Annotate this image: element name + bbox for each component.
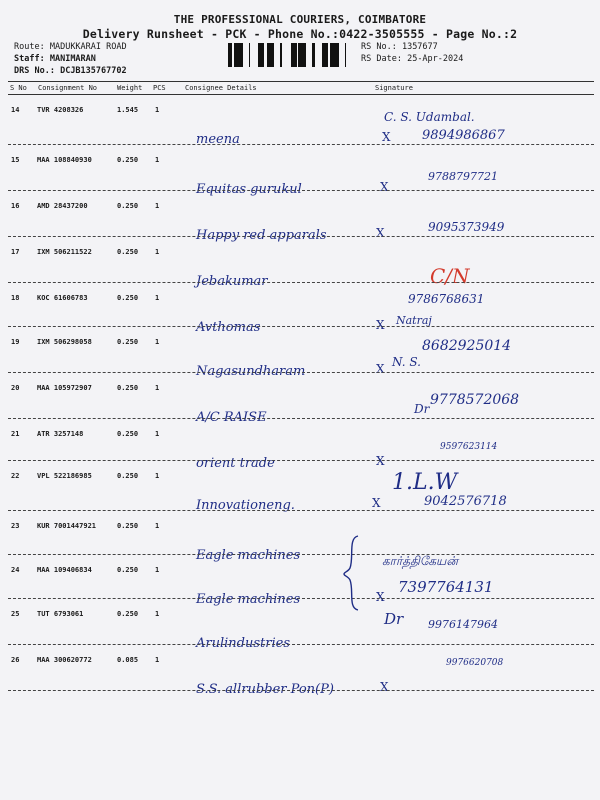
row-consignee-name: Eagle machines <box>196 592 301 607</box>
row-signature-phone: 9976620708 <box>446 658 504 668</box>
company-title: THE PROFESSIONAL COURIERS, COIMBATORE <box>173 13 427 26</box>
row-pcs: 1 <box>155 202 160 210</box>
staff-value: MANIMARAN <box>49 54 96 64</box>
row-pcs: 1 <box>155 248 160 256</box>
row-pcs: 1 <box>155 430 160 438</box>
row-consignee-name: Equitas gurukul <box>196 182 302 197</box>
route-line <box>14 41 127 53</box>
row-signature-name: 1.L.W <box>392 470 458 495</box>
row-sno: 19 <box>11 338 20 346</box>
row-consignment-no: AMD 28437200 <box>37 202 88 210</box>
row-consignment-no: ATR 3257148 <box>37 430 84 438</box>
col-consignment-header: Consignment No <box>38 84 98 92</box>
row-weight: 0.250 <box>117 472 139 480</box>
row-separator <box>8 690 594 691</box>
row-separator <box>8 418 594 419</box>
row-weight: 0.250 <box>117 294 139 302</box>
row-signature-phone: 9597623114 <box>440 442 498 452</box>
row-signature-name: கார்த்திகேயன் <box>382 554 458 568</box>
row-sno: 15 <box>11 156 20 164</box>
route-value: MADUKKARAI ROAD <box>49 42 127 52</box>
row-signature-phone: 9042576718 <box>424 494 507 509</box>
row-sno: 20 <box>11 384 20 392</box>
row-consignment-no: MAA 300620772 <box>37 656 92 664</box>
row-sign-mark: X <box>372 496 381 510</box>
row-sno: 18 <box>11 294 20 302</box>
row-sno: 24 <box>11 566 20 574</box>
staff-label: Staff: <box>14 54 45 64</box>
row-consignment-no: MAA 109406834 <box>37 566 92 574</box>
row-separator <box>8 282 594 283</box>
row-signature-phone: 7397764131 <box>398 578 494 596</box>
row-sign-mark: X <box>376 362 385 376</box>
row-weight: 0.250 <box>117 156 139 164</box>
row-consignee-name: Arulindustries <box>196 636 290 651</box>
row-consignee-name: Innovationeng. <box>196 498 295 513</box>
row-consignee-name: Eagle machines <box>196 548 301 563</box>
col-consignee-header: Consignee Details <box>185 84 257 92</box>
row-pcs: 1 <box>155 522 160 530</box>
row-sno: 16 <box>11 202 20 210</box>
row-consignment-no: IXM 506211522 <box>37 248 92 256</box>
row-pcs: 1 <box>155 610 160 618</box>
row-weight: 0.250 <box>117 248 139 256</box>
row-separator <box>8 460 594 461</box>
drs-label: DRS No.: <box>14 66 55 76</box>
row-pcs: 1 <box>155 106 160 114</box>
row-separator <box>8 326 594 327</box>
row-signature-name: Dr <box>414 402 430 416</box>
rs-date-value: 25-Apr-2024 <box>407 54 464 64</box>
row-weight: 0.085 <box>117 656 139 664</box>
row-sno: 14 <box>11 106 20 114</box>
row-separator <box>8 644 594 645</box>
row-weight: 0.250 <box>117 610 139 618</box>
col-signature-header: Signature <box>375 84 413 92</box>
row-consignee-name: meena <box>196 132 240 147</box>
row-consignment-no: KUR 7001447921 <box>37 522 97 530</box>
row-sign-mark: X <box>382 130 391 144</box>
row-sno: 22 <box>11 472 20 480</box>
row-consignee-name: A/C RAISE <box>196 410 267 425</box>
rs-no-line <box>361 41 438 53</box>
rs-date-label: RS Date: <box>361 54 402 64</box>
row-signature-phone: 9976147964 <box>428 618 498 631</box>
row-pcs: 1 <box>155 156 160 164</box>
row-sign-mark: X <box>376 590 385 604</box>
row-pcs: 1 <box>155 472 160 480</box>
row-pcs: 1 <box>155 384 160 392</box>
row-sign-mark: X <box>380 180 389 194</box>
row-pcs: 1 <box>155 566 160 574</box>
row-separator <box>8 372 594 373</box>
row-signature-phone: 9894986867 <box>422 128 505 143</box>
row-signature-name: C/N <box>430 264 470 288</box>
row-sno: 21 <box>11 430 20 438</box>
row-signature-name: Dr <box>384 610 404 628</box>
rs-date-line <box>361 53 463 65</box>
row-consignment-no: MAA 105972907 <box>37 384 92 392</box>
header-top-rule <box>8 81 594 82</box>
row-weight: 1.545 <box>117 106 139 114</box>
row-sno: 26 <box>11 656 20 664</box>
row-consignment-no: KOC 61606783 <box>37 294 88 302</box>
barcode-image <box>228 43 353 67</box>
row-signature-phone: 9095373949 <box>428 220 505 234</box>
row-signature-phone: 9786768631 <box>408 292 485 306</box>
row-pcs: 1 <box>155 294 160 302</box>
row-sign-mark: X <box>376 318 385 332</box>
row-signature-name: N. S. <box>392 355 421 369</box>
row-sno: 25 <box>11 610 20 618</box>
row-consignment-no: MAA 108840930 <box>37 156 92 164</box>
row-signature-phone: 9788797721 <box>428 170 498 183</box>
row-consignee-name: Jebakumar <box>196 274 268 289</box>
runsheet-subtitle: Delivery Runsheet - PCK - Phone No.:0422-3505555 - Page No.:2 <box>82 27 518 41</box>
row-weight: 0.250 <box>117 384 139 392</box>
route-label: Route: <box>14 42 45 52</box>
col-pcs-header: PCS <box>153 84 166 92</box>
row-weight: 0.250 <box>117 338 139 346</box>
col-sno-header: S No <box>10 84 27 92</box>
row-weight: 0.250 <box>117 522 139 530</box>
row-separator <box>8 598 594 599</box>
row-signature-name: Natraj <box>396 314 432 327</box>
header-bottom-rule <box>8 94 594 95</box>
rs-no-label: RS No.: <box>361 42 397 52</box>
row-sign-mark: X <box>376 454 385 468</box>
row-consignment-no: IXM 506298058 <box>37 338 92 346</box>
staff-line <box>14 53 96 65</box>
brace-mark <box>340 532 370 612</box>
row-separator <box>8 236 594 237</box>
row-consignee-name: Avthomas <box>196 320 261 335</box>
row-consignee-name: Nagasundharam <box>196 364 306 379</box>
row-sno: 23 <box>11 522 20 530</box>
row-pcs: 1 <box>155 338 160 346</box>
row-sno: 17 <box>11 248 20 256</box>
row-signature-phone: 8682925014 <box>422 338 512 354</box>
row-consignee-name: Happy red apparals <box>196 228 327 243</box>
col-weight-header: Weight <box>117 84 143 92</box>
row-consignment-no: VPL 522186985 <box>37 472 92 480</box>
row-consignee-name: orient trade <box>196 456 275 471</box>
row-sign-mark: X <box>380 680 389 694</box>
row-signature-phone: 9778572068 <box>430 392 520 408</box>
drs-value: DCJB135767702 <box>60 66 127 76</box>
rs-no-value: 1357677 <box>401 42 438 52</box>
row-separator <box>8 144 594 145</box>
row-pcs: 1 <box>155 656 160 664</box>
row-consignee-name: S.S. allrubber Pon(P) <box>196 682 334 697</box>
row-weight: 0.250 <box>117 202 139 210</box>
row-separator <box>8 510 594 511</box>
row-separator <box>8 554 594 555</box>
row-consignment-no: TUT 6793061 <box>37 610 84 618</box>
row-separator <box>8 190 594 191</box>
row-signature-name: C. S. Udambal. <box>384 110 475 124</box>
drs-line <box>14 65 127 77</box>
row-consignment-no: TVR 4208326 <box>37 106 84 114</box>
row-weight: 0.250 <box>117 566 139 574</box>
row-sign-mark: X <box>376 226 385 240</box>
row-weight: 0.250 <box>117 430 139 438</box>
